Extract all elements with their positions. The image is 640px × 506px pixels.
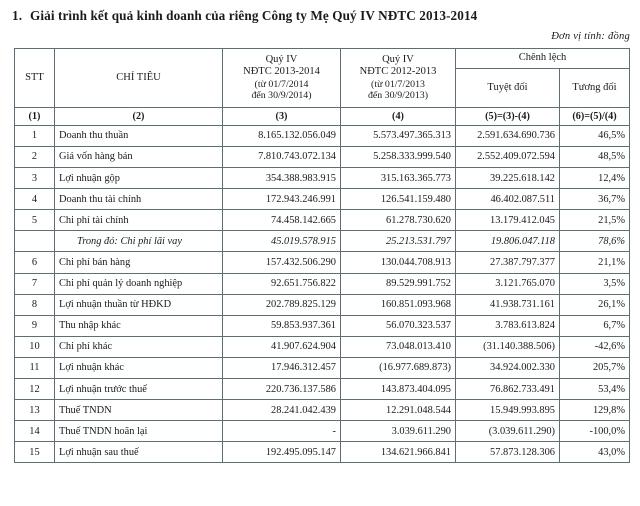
row-prior: 5.258.333.999.540 — [341, 146, 456, 167]
row-variance-relative: 46,5% — [560, 125, 630, 146]
row-variance-absolute: 15.949.993.895 — [456, 400, 560, 421]
row-variance-relative: 78,6% — [560, 231, 630, 252]
row-label: Thu nhập khác — [55, 315, 223, 336]
row-prior: 89.529.991.752 — [341, 273, 456, 294]
table-row — [15, 315, 630, 336]
row-prior: 160.851.093.968 — [341, 294, 456, 315]
table-body — [15, 107, 630, 463]
row-variance-absolute: 27.387.797.377 — [456, 252, 560, 273]
row-variance-relative: 48,5% — [560, 146, 630, 167]
row-current: 157.432.506.290 — [223, 252, 341, 273]
row-stt: 2 — [15, 146, 55, 167]
row-stt: 6 — [15, 252, 55, 273]
row-stt: 10 — [15, 336, 55, 357]
row-current: 74.458.142.665 — [223, 210, 341, 231]
row-variance-relative: 43,0% — [560, 442, 630, 463]
row-stt — [15, 231, 55, 252]
table-row — [15, 146, 630, 167]
row-variance-absolute: 46.402.087.511 — [456, 189, 560, 210]
row-current: 59.853.937.361 — [223, 315, 341, 336]
header-quarter-current-line1: Quý IV — [265, 53, 298, 65]
header-quarter-current-line4: đến 30/9/2014) — [251, 90, 312, 102]
header-quarter-prior-line4: đến 30/9/2013) — [367, 90, 429, 102]
row-stt: 9 — [15, 315, 55, 336]
row-label: Thuế TNDN hoãn lại — [55, 421, 223, 442]
row-label: Doanh thu thuần — [55, 125, 223, 146]
row-label: Doanh thu tài chính — [55, 189, 223, 210]
row-prior: 134.621.966.841 — [341, 442, 456, 463]
row-variance-absolute: (3.039.611.290) — [456, 421, 560, 442]
row-label: Thuế TNDN — [55, 400, 223, 421]
row-label: Trong đó: Chi phí lãi vay — [55, 231, 223, 252]
row-current: 41.907.624.904 — [223, 336, 341, 357]
header-variance-group: Chênh lệch — [456, 48, 630, 68]
row-variance-absolute: (31.140.388.506) — [456, 336, 560, 357]
header-variance-relative: Tương đối — [560, 69, 630, 108]
table-row — [15, 294, 630, 315]
page-title-text: Giải trình kết quả kinh doanh của riêng Công ty Mẹ Quý IV NĐTC 2013-2014 — [30, 8, 478, 23]
row-current: 17.946.312.457 — [223, 357, 341, 378]
row-current: 220.736.137.586 — [223, 378, 341, 399]
column-number-row — [15, 107, 630, 125]
row-current: 354.388.983.915 — [223, 168, 341, 189]
row-variance-absolute: 3.783.613.824 — [456, 315, 560, 336]
row-variance-relative: 53,4% — [560, 378, 630, 399]
table-row — [15, 189, 630, 210]
row-current: 45.019.578.915 — [223, 231, 341, 252]
financial-statement-table — [14, 48, 630, 464]
row-prior: 73.048.013.410 — [341, 336, 456, 357]
header-quarter-prior-line2: NĐTC 2012-2013 — [359, 66, 437, 78]
table-row — [15, 421, 630, 442]
column-number-2: (2) — [55, 107, 223, 125]
table-row — [15, 357, 630, 378]
row-variance-absolute: 2.552.409.072.594 — [456, 146, 560, 167]
row-variance-relative: 26,1% — [560, 294, 630, 315]
row-label: Chi phí quản lý doanh nghiệp — [55, 273, 223, 294]
row-label: Lợi nhuận thuần từ HĐKD — [55, 294, 223, 315]
header-stt: STT — [15, 48, 55, 107]
row-variance-relative: 6,7% — [560, 315, 630, 336]
row-stt: 4 — [15, 189, 55, 210]
row-stt: 1 — [15, 125, 55, 146]
row-current: 7.810.743.072.134 — [223, 146, 341, 167]
header-variance-absolute: Tuyệt đối — [456, 69, 560, 108]
table-row — [15, 273, 630, 294]
table-row — [15, 336, 630, 357]
row-variance-absolute: 3.121.765.070 — [456, 273, 560, 294]
row-stt: 5 — [15, 210, 55, 231]
row-stt: 8 — [15, 294, 55, 315]
row-variance-absolute: 41.938.731.161 — [456, 294, 560, 315]
row-variance-absolute: 19.806.047.118 — [456, 231, 560, 252]
row-current: 28.241.042.439 — [223, 400, 341, 421]
row-stt: 7 — [15, 273, 55, 294]
row-stt: 11 — [15, 357, 55, 378]
page-title — [12, 8, 640, 24]
table-header — [15, 48, 630, 107]
row-label: Chi phí tài chính — [55, 210, 223, 231]
row-current: - — [223, 421, 341, 442]
column-number-1: (1) — [15, 107, 55, 125]
column-number-6: (6)=(5)/(4) — [560, 107, 630, 125]
row-prior: 315.163.365.773 — [341, 168, 456, 189]
table-row — [15, 231, 630, 252]
row-prior: 61.278.730.620 — [341, 210, 456, 231]
row-current: 192.495.095.147 — [223, 442, 341, 463]
row-prior: (16.977.689.873) — [341, 357, 456, 378]
table-row — [15, 442, 630, 463]
row-label: Lợi nhuận khác — [55, 357, 223, 378]
row-stt: 14 — [15, 421, 55, 442]
row-variance-relative: -100,0% — [560, 421, 630, 442]
row-prior: 126.541.159.480 — [341, 189, 456, 210]
row-prior: 5.573.497.365.313 — [341, 125, 456, 146]
table-row — [15, 210, 630, 231]
header-chi-tieu: CHỈ TIÊU — [55, 48, 223, 107]
column-number-4: (4) — [341, 107, 456, 125]
page-title-number: 1. — [12, 8, 23, 23]
unit-note: Đơn vị tính: đồng — [551, 30, 630, 42]
row-variance-absolute: 2.591.634.690.736 — [456, 125, 560, 146]
row-variance-absolute: 57.873.128.306 — [456, 442, 560, 463]
table-row — [15, 378, 630, 399]
row-stt: 12 — [15, 378, 55, 399]
row-label: Giá vốn hàng bán — [55, 146, 223, 167]
row-variance-relative: -42,6% — [560, 336, 630, 357]
row-label: Chi phí khác — [55, 336, 223, 357]
row-variance-relative: 21,1% — [560, 252, 630, 273]
row-label: Lợi nhuận sau thuế — [55, 442, 223, 463]
row-variance-relative: 36,7% — [560, 189, 630, 210]
row-current: 92.651.756.822 — [223, 273, 341, 294]
table-row — [15, 400, 630, 421]
row-prior: 25.213.531.797 — [341, 231, 456, 252]
header-quarter-prior-line1: Quý IV — [382, 53, 414, 65]
table-row — [15, 125, 630, 146]
row-prior: 3.039.611.290 — [341, 421, 456, 442]
row-prior: 143.873.404.095 — [341, 378, 456, 399]
row-prior: 12.291.048.544 — [341, 400, 456, 421]
row-label: Lợi nhuận gộp — [55, 168, 223, 189]
row-prior: 56.070.323.537 — [341, 315, 456, 336]
row-variance-absolute: 39.225.618.142 — [456, 168, 560, 189]
row-label: Lợi nhuận trước thuế — [55, 378, 223, 399]
column-number-3: (3) — [223, 107, 341, 125]
row-stt: 13 — [15, 400, 55, 421]
row-variance-relative: 3,5% — [560, 273, 630, 294]
column-number-5: (5)=(3)-(4) — [456, 107, 560, 125]
header-quarter-current-line2: NĐTC 2013-2014 — [243, 66, 320, 78]
header-quarter-current-line3: (từ 01/7/2014 — [254, 78, 309, 90]
row-variance-relative: 12,4% — [560, 168, 630, 189]
header-quarter-current — [223, 48, 341, 107]
row-current: 172.943.246.991 — [223, 189, 341, 210]
row-variance-relative: 21,5% — [560, 210, 630, 231]
table-row — [15, 252, 630, 273]
row-variance-relative: 129,8% — [560, 400, 630, 421]
row-current: 202.789.825.129 — [223, 294, 341, 315]
row-prior: 130.044.708.913 — [341, 252, 456, 273]
row-current: 8.165.132.056.049 — [223, 125, 341, 146]
row-variance-absolute: 13.179.412.045 — [456, 210, 560, 231]
header-quarter-prior — [341, 48, 456, 107]
row-variance-relative: 205,7% — [560, 357, 630, 378]
row-label: Chi phí bán hàng — [55, 252, 223, 273]
row-stt: 15 — [15, 442, 55, 463]
header-quarter-prior-line3: (từ 01/7/2013 — [371, 78, 425, 90]
financial-table-container — [14, 48, 630, 464]
row-variance-absolute: 34.924.002.330 — [456, 357, 560, 378]
table-row — [15, 168, 630, 189]
row-variance-absolute: 76.862.733.491 — [456, 378, 560, 399]
row-stt: 3 — [15, 168, 55, 189]
